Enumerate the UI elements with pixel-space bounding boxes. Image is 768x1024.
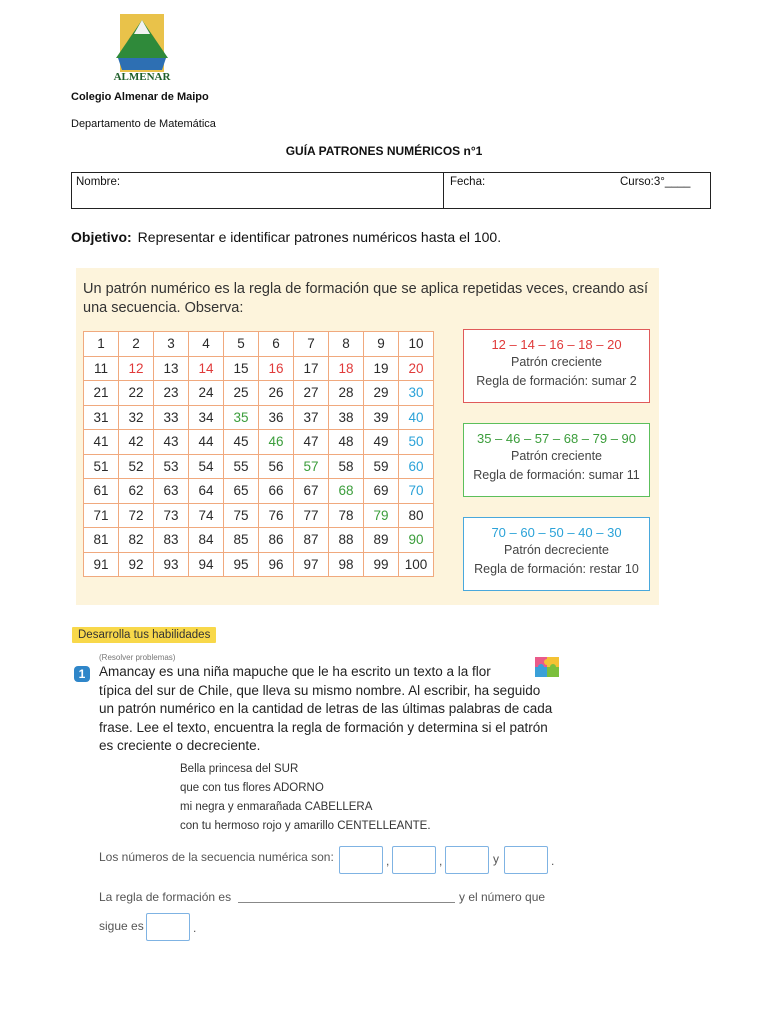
pattern-type: Patrón creciente	[510, 449, 603, 463]
grid-row	[84, 405, 434, 430]
grid-cell: 87	[294, 528, 329, 553]
grid-cell: 38	[329, 405, 364, 430]
answer-box-2[interactable]	[392, 846, 436, 874]
department-name: Departamento de Matemática	[71, 118, 216, 130]
grid-cell: 27	[294, 381, 329, 406]
paragraph-line: un patrón numérico en la cantidad de letras de las últimas palabras de cada	[99, 701, 553, 716]
grid-cell: 81	[84, 528, 119, 553]
pattern-box-red	[463, 329, 650, 403]
grid-row	[84, 528, 434, 553]
grid-cell: 31	[84, 405, 119, 430]
grid-cell: 92	[119, 552, 154, 577]
grid-cell: 40	[399, 405, 434, 430]
objective	[71, 229, 501, 245]
grid-cell: 100	[399, 552, 434, 577]
grid-row	[84, 332, 434, 357]
grid-row	[84, 356, 434, 381]
grid-cell: 79	[364, 503, 399, 528]
separator-end: .	[551, 854, 555, 868]
grid-cell: 74	[189, 503, 224, 528]
grid-cell: 49	[364, 430, 399, 455]
grid-cell: 2	[119, 332, 154, 357]
grid-cell: 32	[119, 405, 154, 430]
grid-row	[84, 454, 434, 479]
pattern-rule: Regla de formación: sumar 11	[473, 468, 640, 482]
grid-cell: 56	[259, 454, 294, 479]
grid-cell: 23	[154, 381, 189, 406]
pattern-sequence: 12 – 14 – 16 – 18 – 20	[491, 337, 622, 352]
poem-line: Bella princesa del SUR	[180, 763, 299, 775]
separator-y: y	[493, 852, 499, 866]
separator-comma: ,	[439, 854, 443, 868]
separator-end: .	[193, 921, 197, 935]
hundred-grid	[83, 331, 434, 577]
grid-cell: 13	[154, 356, 189, 381]
grid-cell: 3	[154, 332, 189, 357]
poem-line: mi negra y enmarañada CABELLERA	[180, 801, 373, 813]
grid-cell: 89	[364, 528, 399, 553]
pattern-rule: Regla de formación: sumar 2	[476, 374, 637, 388]
grid-cell: 8	[329, 332, 364, 357]
grid-cell: 61	[84, 479, 119, 504]
pattern-box-green	[463, 423, 650, 497]
grid-cell: 20	[399, 356, 434, 381]
pattern-sequence: 35 – 46 – 57 – 68 – 79 – 90	[476, 431, 637, 446]
grid-cell: 48	[329, 430, 364, 455]
grid-cell: 10	[399, 332, 434, 357]
grid-cell: 53	[154, 454, 189, 479]
next-number-label: sigue es	[99, 919, 144, 933]
paragraph-line: frase. Lee el texto, encuentra la regla de formación y determina si el patrón	[99, 719, 548, 735]
grid-cell: 85	[224, 528, 259, 553]
grid-cell: 6	[259, 332, 294, 357]
grid-cell: 19	[364, 356, 399, 381]
curso-label: Curso:3°____	[620, 176, 691, 188]
grid-row	[84, 552, 434, 577]
grid-cell: 76	[259, 503, 294, 528]
grid-cell: 78	[329, 503, 364, 528]
grid-cell: 25	[224, 381, 259, 406]
grid-cell: 44	[189, 430, 224, 455]
exercise-number: 1	[74, 666, 90, 682]
grid-cell: 98	[329, 552, 364, 577]
pattern-type: Patrón decreciente	[504, 543, 609, 557]
grid-cell: 29	[364, 381, 399, 406]
grid-cell: 52	[119, 454, 154, 479]
grid-cell: 24	[189, 381, 224, 406]
grid-cell: 16	[259, 356, 294, 381]
rule-answer-line[interactable]	[238, 902, 455, 903]
grid-cell: 50	[399, 430, 434, 455]
exercise-paragraph	[99, 663, 559, 756]
school-logo	[104, 14, 180, 82]
panel-intro: Un patrón numérico es la regla de formación que se aplica repetidas veces, creando así una secuencia. Observa:	[83, 281, 649, 316]
pattern-sequence: 70 – 60 – 50 – 40 – 30	[491, 525, 622, 540]
paragraph-line: típica del sur de Chile, que lleva su mismo nombre. Al escribir, ha seguido	[99, 682, 541, 698]
sequence-label: Los números de la secuencia numérica son:	[99, 850, 334, 864]
grid-cell: 96	[259, 552, 294, 577]
grid-cell: 5	[224, 332, 259, 357]
grid-cell: 86	[259, 528, 294, 553]
answer-box-4[interactable]	[504, 846, 548, 874]
grid-cell: 66	[259, 479, 294, 504]
grid-cell: 59	[364, 454, 399, 479]
pattern-panel	[76, 268, 659, 605]
grid-cell: 18	[329, 356, 364, 381]
logo-text: ALMENAR	[113, 71, 171, 82]
grid-row	[84, 479, 434, 504]
grid-cell: 42	[119, 430, 154, 455]
grid-cell: 84	[189, 528, 224, 553]
grid-cell: 12	[119, 356, 154, 381]
grid-cell: 39	[364, 405, 399, 430]
nombre-field[interactable]	[72, 173, 444, 208]
grid-cell: 93	[154, 552, 189, 577]
paragraph-line: Amancay es una niña mapuche que le ha escrito un texto a la flor	[99, 664, 491, 679]
grid-cell: 26	[259, 381, 294, 406]
rule-label: La regla de formación es	[99, 890, 232, 904]
objective-label: Objetivo:	[71, 229, 132, 245]
grid-cell: 71	[84, 503, 119, 528]
grid-cell: 1	[84, 332, 119, 357]
grid-cell: 7	[294, 332, 329, 357]
grid-cell: 95	[224, 552, 259, 577]
grid-cell: 51	[84, 454, 119, 479]
grid-cell: 72	[119, 503, 154, 528]
grid-cell: 14	[189, 356, 224, 381]
grid-cell: 34	[189, 405, 224, 430]
grid-cell: 58	[329, 454, 364, 479]
grid-cell: 75	[224, 503, 259, 528]
grid-cell: 47	[294, 430, 329, 455]
grid-cell: 99	[364, 552, 399, 577]
grid-cell: 73	[154, 503, 189, 528]
grid-cell: 33	[154, 405, 189, 430]
grid-cell: 67	[294, 479, 329, 504]
poem	[180, 760, 431, 836]
grid-cell: 35	[224, 405, 259, 430]
rule-after-text: y el número que	[459, 890, 546, 904]
grid-cell: 80	[399, 503, 434, 528]
next-number-box[interactable]	[146, 913, 190, 941]
pattern-type: Patrón creciente	[510, 355, 603, 369]
nombre-label: Nombre:	[76, 176, 121, 188]
grid-cell: 70	[399, 479, 434, 504]
grid-cell: 43	[154, 430, 189, 455]
grid-cell: 9	[364, 332, 399, 357]
grid-row	[84, 430, 434, 455]
grid-cell: 88	[329, 528, 364, 553]
grid-cell: 55	[224, 454, 259, 479]
grid-cell: 91	[84, 552, 119, 577]
grid-cell: 21	[84, 381, 119, 406]
answer-box-3[interactable]	[445, 846, 489, 874]
grid-cell: 36	[259, 405, 294, 430]
grid-cell: 68	[329, 479, 364, 504]
grid-cell: 30	[399, 381, 434, 406]
grid-cell: 82	[119, 528, 154, 553]
grid-cell: 45	[224, 430, 259, 455]
section-tag: Desarrolla tus habilidades	[72, 627, 216, 643]
student-info-table	[71, 172, 711, 209]
grid-cell: 4	[189, 332, 224, 357]
grid-cell: 54	[189, 454, 224, 479]
fecha-label: Fecha:	[450, 176, 486, 188]
poem-line: con tu hermoso rojo y amarillo CENTELLEANTE.	[180, 820, 431, 832]
grid-cell: 37	[294, 405, 329, 430]
grid-cell: 90	[399, 528, 434, 553]
poem-line: que con tus flores ADORNO	[180, 782, 324, 794]
grid-cell: 41	[84, 430, 119, 455]
grid-cell: 63	[154, 479, 189, 504]
grid-cell: 22	[119, 381, 154, 406]
grid-cell: 28	[329, 381, 364, 406]
pattern-rule: Regla de formación: restar 10	[474, 562, 639, 576]
grid-cell: 69	[364, 479, 399, 504]
page-title: GUÍA PATRONES NUMÉRICOS n°1	[285, 144, 483, 158]
section-subtag: (Resolver problemas)	[99, 653, 176, 662]
grid-cell: 65	[224, 479, 259, 504]
grid-cell: 94	[189, 552, 224, 577]
grid-cell: 83	[154, 528, 189, 553]
fecha-curso-cell[interactable]	[444, 173, 712, 208]
grid-cell: 17	[294, 356, 329, 381]
grid-cell: 62	[119, 479, 154, 504]
separator-comma: ,	[386, 854, 390, 868]
grid-cell: 57	[294, 454, 329, 479]
grid-row	[84, 503, 434, 528]
school-name: Colegio Almenar de Maipo	[71, 91, 209, 103]
grid-cell: 11	[84, 356, 119, 381]
grid-cell: 60	[399, 454, 434, 479]
grid-cell: 15	[224, 356, 259, 381]
grid-cell: 97	[294, 552, 329, 577]
grid-cell: 77	[294, 503, 329, 528]
pattern-box-blue	[463, 517, 650, 591]
paragraph-line: es creciente o decreciente.	[99, 738, 261, 753]
grid-cell: 64	[189, 479, 224, 504]
answer-box-1[interactable]	[339, 846, 383, 874]
grid-row	[84, 381, 434, 406]
objective-text: Representar e identificar patrones numéricos hasta el 100.	[137, 229, 502, 245]
grid-cell: 46	[259, 430, 294, 455]
